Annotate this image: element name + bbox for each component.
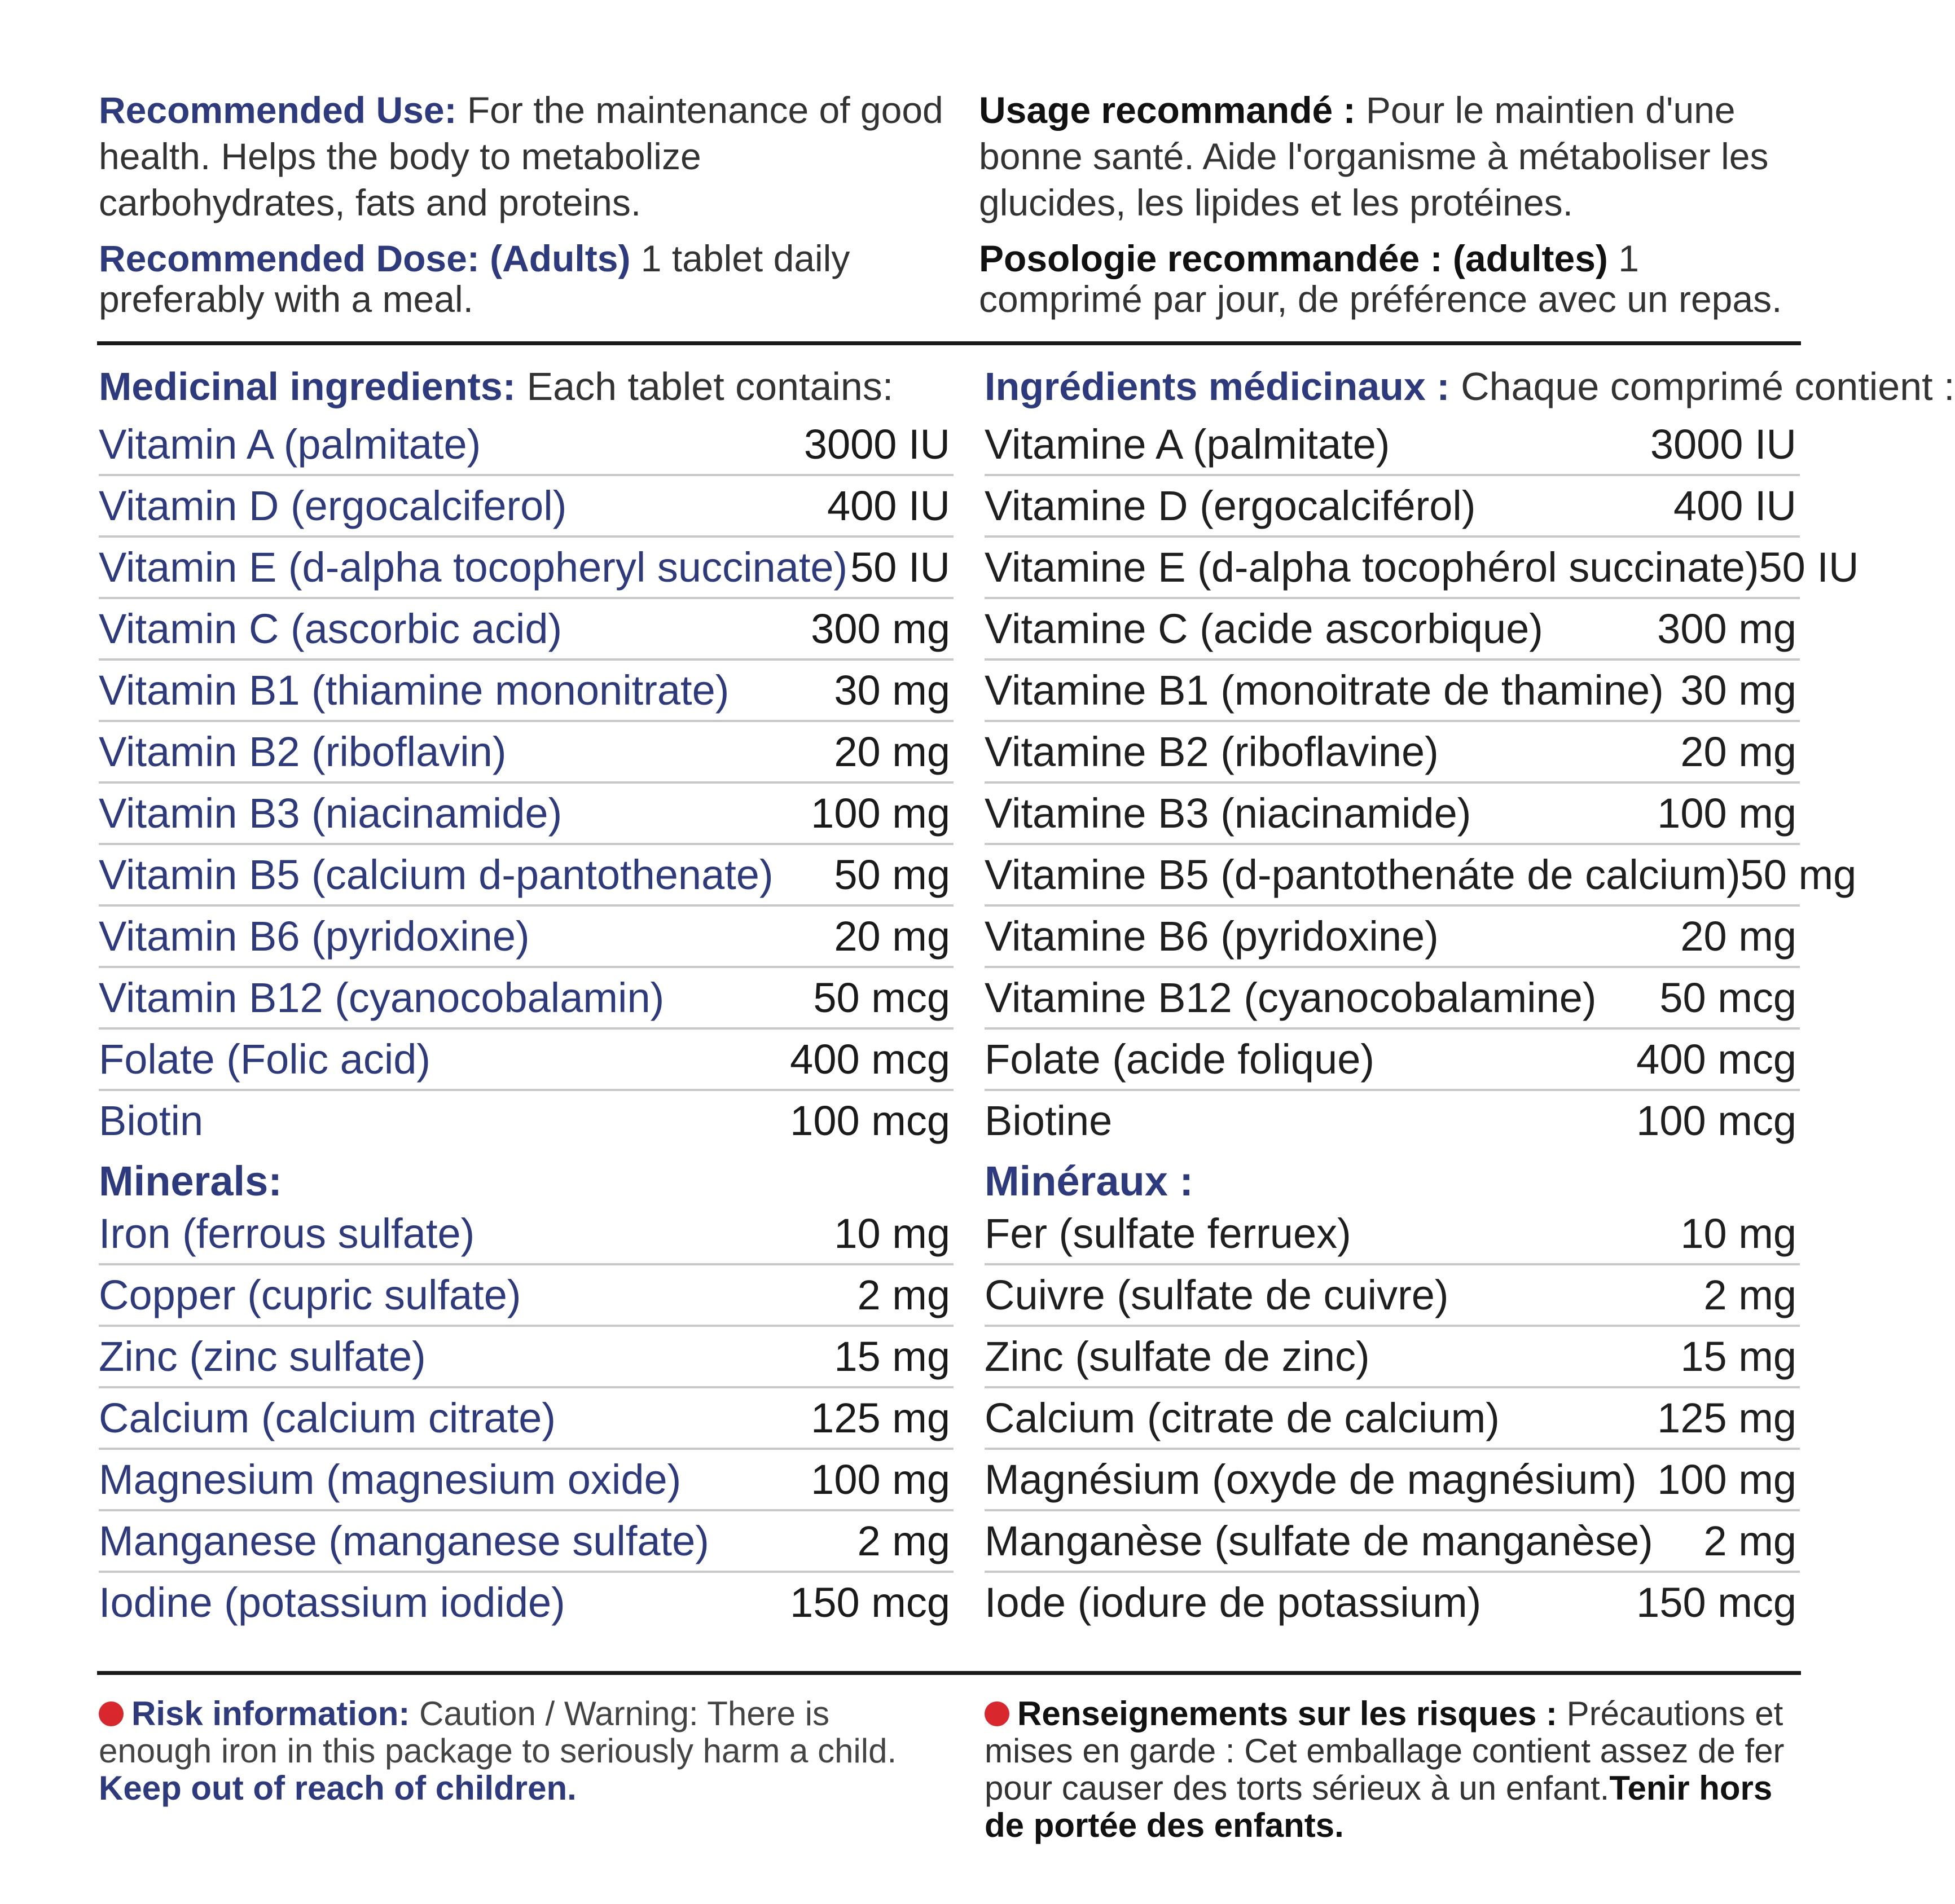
recommended-use-label: Recommended Use: (99, 89, 457, 131)
recommended-use-en (99, 87, 951, 226)
ingredient-amount: 15 mg (1680, 1333, 1796, 1380)
warning-dot-icon (985, 1701, 1009, 1726)
ingredient-amount: 150 mcg (1636, 1579, 1796, 1626)
recommended-dose-label: Recommended Dose: (Adults) (99, 238, 631, 279)
ingredient-amount: 400 IU (827, 482, 950, 529)
ingredient-name: Vitamin D (ergocalciferol) (99, 482, 567, 529)
ingredient-name: Folate (acide folique) (985, 1036, 1375, 1083)
table-row (985, 1091, 1800, 1150)
vitamin-list-fr (985, 415, 1859, 1150)
ingredient-name: Calcium (citrate de calcium) (985, 1395, 1500, 1441)
ingredients-header-label-fr: Ingrédients médicinaux : (985, 364, 1450, 408)
ingredient-name: Folate (Folic acid) (99, 1036, 431, 1083)
ingredient-name: Calcium (calcium citrate) (99, 1395, 556, 1441)
recommended-dose-fr (979, 238, 1800, 319)
ingredient-name: Iode (iodure de potassium) (985, 1579, 1482, 1626)
ingredient-amount: 50 mg (1740, 851, 1857, 898)
recommended-dose-text-fr: 1 comprimé par jour, de préférence avec un repas. (979, 238, 1782, 320)
usage-section-fr (979, 85, 1800, 319)
table-row (985, 661, 1800, 722)
vitamin-list-en (99, 415, 954, 1150)
ingredient-amount: 100 mcg (790, 1097, 950, 1144)
ingredient-amount: 2 mg (1703, 1518, 1796, 1564)
recommended-dose-label-fr: Posologie recommandée : (adultes) (979, 238, 1608, 279)
ingredient-name: Copper (cupric sulfate) (99, 1272, 521, 1318)
ingredient-name: Vitamin B6 (pyridoxine) (99, 913, 530, 960)
recommended-use-label-fr: Usage recommandé : (979, 89, 1356, 131)
keep-out-of-reach-fr: Tenir hors de portée des enfants. (985, 1769, 1773, 1844)
recommended-use-text-fr: Pour le maintien d'une bonne santé. Aide l'organisme à métaboliser les glucides, les lipides et les protéines. (979, 89, 1769, 223)
ingredient-amount: 10 mg (834, 1210, 950, 1257)
ingredient-amount: 3000 IU (1650, 421, 1796, 468)
ingredient-amount: 20 mg (1680, 728, 1796, 775)
ingredient-amount: 100 mg (1657, 790, 1796, 837)
recommended-dose-text: 1 tablet daily preferably with a meal. (99, 238, 850, 320)
minerals-heading-en: Minerals: (99, 1158, 282, 1204)
ingredient-amount: 300 mg (1657, 605, 1796, 652)
table-row (985, 784, 1800, 845)
table-row (99, 907, 954, 968)
ingredient-amount: 100 mg (811, 1456, 950, 1503)
risk-label: Risk information: (131, 1695, 410, 1732)
ingredients-header-en (99, 358, 954, 415)
ingredient-amount: 125 mg (811, 1395, 950, 1441)
recommended-dose-en (99, 238, 951, 319)
table-row (99, 1030, 954, 1091)
table-row (985, 1388, 1800, 1450)
ingredients-section-en (99, 358, 954, 1632)
ingredient-name: Vitamin C (ascorbic acid) (99, 605, 563, 652)
ingredient-name: Vitamine B2 (riboflavine) (985, 728, 1439, 775)
ingredient-name: Vitamin B5 (calcium d-pantothenate) (99, 851, 774, 898)
ingredient-name: Vitamine A (palmitate) (985, 421, 1390, 468)
mineral-list-en (99, 1204, 954, 1632)
table-row (99, 1388, 954, 1450)
minerals-heading-fr: Minéraux : (985, 1158, 1194, 1204)
table-row (985, 1573, 1800, 1632)
ingredient-amount: 2 mg (857, 1272, 950, 1318)
warning-dot-icon (99, 1701, 124, 1726)
risk-information-fr (985, 1695, 1797, 1844)
table-row (985, 845, 1857, 907)
ingredient-amount: 10 mg (1680, 1210, 1796, 1257)
table-row (985, 476, 1800, 538)
ingredient-amount: 20 mg (834, 913, 950, 960)
ingredient-amount: 400 mcg (790, 1036, 950, 1083)
ingredient-name: Vitamine E (d-alpha tocophérol succinate) (985, 544, 1759, 591)
ingredient-name: Vitamine B1 (monoitrate de thamine) (985, 667, 1664, 714)
ingredient-name: Vitamine B3 (niacinamide) (985, 790, 1471, 837)
ingredient-name: Vitamine D (ergocalciférol) (985, 482, 1476, 529)
ingredient-amount: 20 mg (1680, 913, 1796, 960)
ingredient-name: Magnésium (oxyde de magnésium) (985, 1456, 1637, 1503)
ingredient-name: Vitamine B6 (pyridoxine) (985, 913, 1439, 960)
table-row (985, 1204, 1800, 1265)
ingredient-name: Cuivre (sulfate de cuivre) (985, 1272, 1449, 1318)
table-row (985, 1030, 1800, 1091)
table-row (99, 1573, 954, 1632)
ingredient-name: Vitamin B1 (thiamine mononitrate) (99, 667, 730, 714)
table-row (985, 415, 1800, 476)
ingredient-name: Zinc (sulfate de zinc) (985, 1333, 1370, 1380)
ingredient-amount: 125 mg (1657, 1395, 1796, 1441)
ingredient-name: Vitamin B2 (riboflavin) (99, 728, 507, 775)
ingredients-header-text-fr: Chaque comprimé contient : (1449, 364, 1955, 408)
ingredient-amount: 15 mg (834, 1333, 950, 1380)
ingredients-header-label: Medicinal ingredients: (99, 364, 516, 408)
ingredient-amount: 100 mg (811, 790, 950, 837)
risk-text: Caution / Warning: There is enough iron in this package to seriously harm a child. (99, 1695, 897, 1770)
ingredient-amount: 30 mg (834, 667, 950, 714)
ingredient-name: Iron (ferrous sulfate) (99, 1210, 475, 1257)
table-row (99, 845, 954, 907)
table-row (99, 1265, 954, 1327)
top-divider (97, 341, 1801, 345)
ingredient-amount: 20 mg (834, 728, 950, 775)
table-row (99, 1450, 954, 1511)
ingredient-amount: 3000 IU (803, 421, 950, 468)
table-row (985, 599, 1800, 661)
bottom-divider (97, 1671, 1801, 1675)
ingredient-amount: 50 mg (834, 851, 950, 898)
ingredient-name: Vitamin E (d-alpha tocopheryl succinate) (99, 544, 848, 591)
recommended-use-text: For the maintenance of good health. Helps the body to metabolize carbohydrates, fats and proteins. (99, 89, 943, 223)
table-row (985, 968, 1800, 1030)
ingredient-name: Fer (sulfate ferruex) (985, 1210, 1351, 1257)
ingredients-section-fr (985, 358, 1955, 1632)
ingredient-amount: 50 mcg (813, 974, 950, 1021)
table-row (985, 1511, 1800, 1573)
table-row (99, 1511, 954, 1573)
ingredient-name: Vitamin B3 (niacinamide) (99, 790, 563, 837)
ingredient-name: Zinc (zinc sulfate) (99, 1333, 426, 1380)
risk-label-fr: Renseignements sur les risques : (1017, 1695, 1558, 1732)
ingredient-amount: 100 mcg (1636, 1097, 1796, 1144)
ingredient-amount: 300 mg (811, 605, 950, 652)
table-row (985, 907, 1800, 968)
mineral-list-fr (985, 1204, 1800, 1632)
ingredients-header-fr (985, 358, 1955, 415)
ingredient-name: Iodine (potassium iodide) (99, 1579, 565, 1626)
ingredient-name: Manganese (manganese sulfate) (99, 1518, 709, 1564)
ingredient-name: Vitamine B5 (d-pantothenáte de calcium) (985, 851, 1741, 898)
ingredient-amount: 50 IU (850, 544, 950, 591)
table-row (99, 415, 954, 476)
ingredient-name: Vitamine B12 (cyanocobalamine) (985, 974, 1597, 1021)
table-row (99, 968, 954, 1030)
recommended-use-fr (979, 87, 1800, 226)
ingredient-amount: 400 IU (1673, 482, 1796, 529)
table-row (99, 1091, 954, 1150)
ingredient-amount: 400 mcg (1636, 1036, 1796, 1083)
ingredient-name: Biotin (99, 1097, 204, 1144)
risk-information-en (99, 1695, 951, 1807)
table-row (99, 476, 954, 538)
ingredient-amount: 50 IU (1759, 544, 1859, 591)
table-row (985, 1327, 1800, 1388)
ingredient-name: Magnesium (magnesium oxide) (99, 1456, 682, 1503)
table-row (99, 599, 954, 661)
table-row (99, 1204, 954, 1265)
usage-section-en (99, 85, 951, 319)
ingredient-name: Manganèse (sulfate de manganèse) (985, 1518, 1653, 1564)
ingredient-amount: 2 mg (1703, 1272, 1796, 1318)
ingredient-name: Biotine (985, 1097, 1113, 1144)
risk-text-fr: Précautions et mises en garde : Cet emballage contient assez de fer pour causer des torts sérieux à un enfant. (985, 1695, 1785, 1807)
table-row (985, 538, 1859, 599)
table-row (99, 784, 954, 845)
keep-out-of-reach: Keep out of reach of children. (99, 1769, 577, 1807)
table-row (985, 1450, 1800, 1511)
table-row (99, 538, 954, 599)
ingredient-amount: 2 mg (857, 1518, 950, 1564)
ingredient-name: Vitamin A (palmitate) (99, 421, 481, 468)
ingredient-amount: 100 mg (1657, 1456, 1796, 1503)
table-row (99, 661, 954, 722)
table-row (985, 722, 1800, 784)
ingredient-amount: 50 mcg (1659, 974, 1796, 1021)
ingredient-name: Vitamine C (acide ascorbique) (985, 605, 1543, 652)
table-row (99, 722, 954, 784)
ingredients-header-text: Each tablet contains: (516, 364, 894, 408)
ingredient-name: Vitamin B12 (cyanocobalamin) (99, 974, 665, 1021)
table-row (99, 1327, 954, 1388)
ingredient-amount: 150 mcg (790, 1579, 950, 1626)
ingredient-amount: 30 mg (1680, 667, 1796, 714)
table-row (985, 1265, 1800, 1327)
